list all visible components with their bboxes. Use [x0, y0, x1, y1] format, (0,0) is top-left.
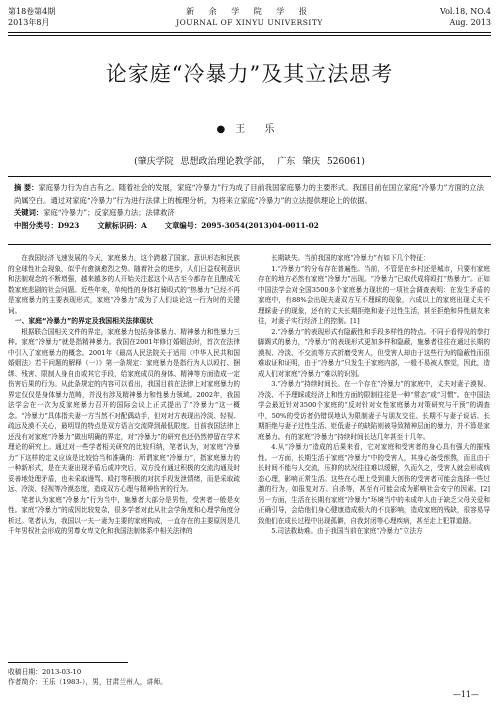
affiliation: (肇庆学院 思想政治理论教学部， 广东 肇庆 526061): [134, 157, 365, 167]
body-paragraph: 2.“冷暴力”的表现形式有隐蔽性和手段多样性的特点。不同于看得见的拳打脚踢式的暴力，“冷暴力”的表现形式更加多样和隐蔽，施暴者往往在通过长期的漠视、冷淡、不交流等方式折磨受害人，但受害人却由于这些行为的隐蔽性而很难取证和证明，由于“冷暴力”只发生于家庭内部，一般不易被人察觉，因此，造成人们对家庭“冷暴力”难以的识别。: [258, 327, 490, 378]
abstract-rule-top: [8, 176, 491, 177]
running-header: [8, 6, 491, 42]
body-paragraph: 1.“冷暴力”的分布存在普遍性。当前，不管是在乡村还是城市，只要有家庭存在的地方必然有家庭“冷暴力”出现。“冷暴力”已取代成将殴打“热暴力”。正如中国法学会对全国3500多个家庭暴力现状的一项社会调查表明：在发生矛盾的家庭中，有88%会出现夫妻双方互不理睬的现象，六成以上的家庭出现丈夫不理睬妻子的现象，还有的丈夫长期拒绝和妻子过性生活，甚至拒绝和异性朋友来往，对妻子实行经济上的控制。[1]: [258, 264, 490, 325]
header-rule-thin: [8, 35, 491, 36]
clc-number: 中图分类号：D923: [14, 220, 80, 230]
body-paragraph: 5.司法救助难。由于我国当前在家庭“冷暴力”立法方: [271, 527, 423, 535]
page-number: —11—: [452, 690, 479, 699]
header-right: [440, 6, 491, 28]
doc-code: 文献标识码：A: [97, 220, 147, 230]
abstract-block: [14, 182, 485, 232]
body-column-left: [8, 253, 240, 663]
keywords-text: 家庭“冷暴力”；反家庭暴力法；法律救济: [43, 208, 175, 218]
section-heading: 一、家庭“冷暴力”的界定及我国相关法律现状: [14, 317, 153, 325]
classification-meta: [14, 220, 485, 233]
journal-name-cn: 新 余 学 院 学 报: [186, 7, 313, 16]
article-number: 文章编号：2095-3054(2013)04-0011-02: [164, 220, 319, 230]
header-issue: 第18卷第4期: [8, 7, 56, 16]
keywords-label: 关键词：: [14, 208, 44, 218]
article-title: 论家庭“冷暴力”及其立法思考: [105, 62, 394, 86]
body-paragraph: 长期缺失。当前我国的家庭“冷暴力”有如下几个特征：: [271, 254, 430, 262]
abstract-label: 摘 要：: [14, 183, 39, 192]
body-paragraph: 4.从“冷暴力”造成的后果来看，它对家庭和受害者的身心具有强大的摧残性。一方面，长期生活于家庭“冷暴力”中的受害人，其身心备受煎熬，而且由于长时间不能与人交流，压抑的状况往往难以缓解，久而久之，受害人就会形成病态心理，影响正常生活。这些在心理上受到重大创伤的受害者可能会选择一些过激的行为，如报复对方、自杀等，甚至有可能会成为影响社会安宁的因素。[2]另一方面，生活在长期有家庭“冷暴力”环境当中的未成年人由于缺乏父母关爱和正确引导，会给他们身心健康造成极大的不良影响，造成家庭的残缺，很容易导致他们在成长过程中出现孤僻，自我封闭等心理疾病，甚至走上犯罪道路。: [258, 443, 490, 525]
body-paragraph: 根据联合国相关文件的界定，家庭暴力包括身体暴力、精神暴力和性暴力三种。家庭“冷暴力”就是指精神暴力。我国在2001年修订婚姻法时，首次在法律中引入了家庭暴力的概念。2001年《最高人民法院关于适用〈中华人民共和国婚姻法〉若干问题的解释（一）》第一条规定：家庭暴力是指行为人以殴打、捆绑、残害、限制人身自由或其它手段，给家庭成员的身体、精神等方面造成一定伤害后果的行为。从此条规定的内容可以看出，我国目前在法律上对家庭暴力的界定仅仅是身体暴力范畴，并没有涉及精神暴力和性暴力领域。2002年，我国法学会在一次为反家庭暴力召开的国际会议上正式提出了“冷暴力”这一概念。“冷暴力”具体指夫妻一方当然不对配偶动手，但对对方表现出冷淡、轻视、疏远及漠不关心，最明显的特点是双方语言交流降到最低限度。目前我国法律上还没有对家庭“冷暴力”做出明确的界定，对“冷暴力”的研究也还仍然停留在学术理论的研究上。通过对一些学者相关研究的比较归纳，笔者认为，对家庭“冷暴力”下这样的定义应该是比较恰当和准确的：所谓家庭“冷暴力”，指家庭暴力的一种新形式，是在夫妻出现矛盾后或冲突后，双方没有通过积极的交流沟通及时妥善地处理矛盾，也未采取谩骂、殴打等积极的对抗手段发泄情绪，而是采取疏远、冷淡、轻视等冷漠态度，造成双方心理与精神伤害的行为。: [8, 327, 240, 493]
header-date-en: Aug. 2013: [449, 18, 491, 27]
author-name: 王 乐: [235, 124, 283, 135]
header-volume: Vol.18, NO.4: [440, 7, 491, 16]
header-date: 2013年8月: [8, 18, 50, 27]
body-paragraph: 在我国经济飞速发展的今天，家庭暴力，这个跨越了国家、意识形态和民族的全球性社会现象，似乎有愈演愈烈之势。随着社会的进步，人们日益权利意识和法制观念的不断增强，越来越多的人开始关注起这个从古至今都存在且酿成无数家庭悲剧的社会问题。近些年来，单纯性的身体打骑殴式的“热暴力”已经不再是家庭暴力的主要表现形式，家庭“冷暴力”成为了人们谈论这一行为时的关键词。: [8, 254, 240, 315]
footnote-author-bio: 作者简介：王乐（1983-），男，甘肃兰州人，讲师。: [8, 678, 167, 686]
footnote-received: 收稿日期：2013-03-10: [8, 668, 82, 676]
bullet-icon: ●: [216, 124, 226, 135]
abstract-rule-bottom: [8, 244, 491, 245]
footnote-rule: [8, 662, 128, 663]
body-paragraph: 笔者认为家庭“冷暴力”行为当中，施暴者大部分是男性，受害者一般是女性。家庭“冷暴力”的成因比较复杂，很多学者对此从社会学角度和心理学角度分析过。笔者认为，我国以一夫一妻为主要的家庭构成，一直存在的主要原因是几千年男权社会形成的男尊女卑文化和我国法制体系中相关法律的: [8, 495, 240, 535]
keywords: [14, 207, 485, 220]
body-column-right: [258, 253, 490, 663]
header-rule-thick: [8, 32, 491, 33]
body-paragraph: 3.“冷暴力”持续时间长。在一个存在“冷暴力”的家庭中，丈夫对妻子漠视、冷淡、不予理睬或经济上和性方面的限制往往是一种“常态”或“习惯”。在中国法学会最近针对3500个家庭的“反对针对女性家庭暴力对策研究与干预”的调查中，50%的受访者仍错误地认为限制妻子与朋友交往、长期不与妻子说话、长期拒绝与妻子过性生活、贬低妻子的缺陷则被导致精神层面的暴力，并不算是家庭暴力。有的家庭“冷暴力”持续时间长达几年甚至十几年。: [258, 380, 490, 441]
abstract-text: 家庭暴力行为自古有之。随着社会的发展，家庭“冷暴力”行为成了目前我国家庭暴力的主要形式。我国目前在国立家庭“冷暴力”方面的立法尚属空白。通过对家庭“冷暴力”行为进行法律上的梳理分析，为将来立家庭“冷暴力”的立法提供理论上的依据。: [14, 183, 484, 205]
journal-name-en: JOURNAL OF XINYU UNIVERSITY: [176, 18, 323, 27]
footnotes: [8, 667, 248, 687]
author-line: [0, 120, 499, 135]
abstract: [14, 182, 485, 207]
